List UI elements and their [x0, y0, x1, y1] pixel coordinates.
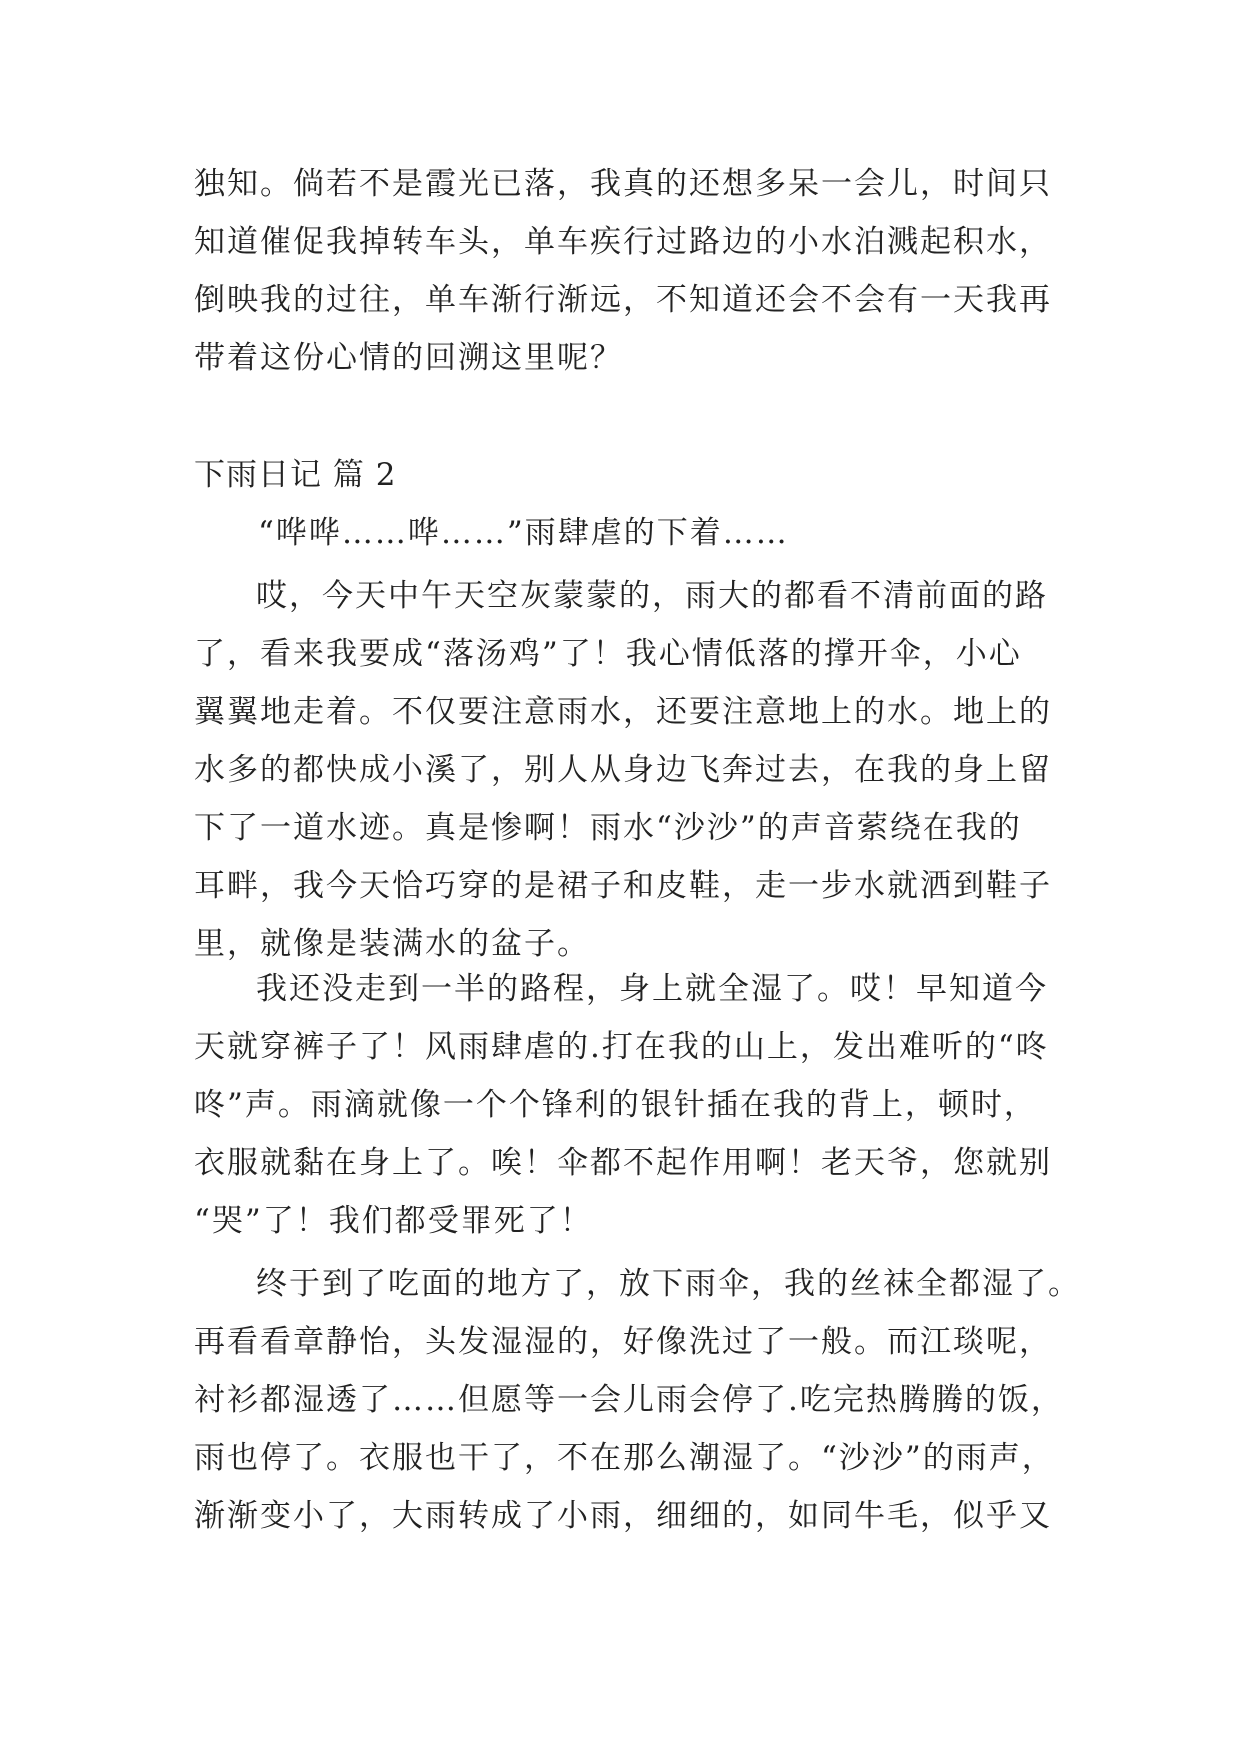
text-line: 独知。倘若不是霞光已落，我真的还想多呆一会儿，时间只	[194, 166, 1052, 202]
text-line: 再看看章静怡，头发湿湿的，好像洗过了一般。而江琰呢，	[194, 1324, 1052, 1360]
paragraph-rain-sound	[194, 504, 1074, 562]
intro-paragraph	[194, 155, 1074, 387]
text-line: 哎，今天中午天空灰蒙蒙的，雨大的都看不清前面的路	[256, 578, 1048, 614]
text-line: 翼翼地走着。不仅要注意雨水，还要注意地上的水。地上的	[194, 694, 1052, 730]
text-line: 咚”声。雨滴就像一个个锋利的银针插在我的背上，顿时，	[194, 1087, 1037, 1123]
text-line: 终于到了吃面的地方了，放下雨伞，我的丝袜全都湿了。	[256, 1266, 1081, 1302]
text-line: 水多的都快成小溪了，别人从身边飞奔过去，在我的身上留	[194, 752, 1052, 788]
text-line: 衬衫都湿透了……但愿等一会儿雨会停了.吃完热腾腾的饭，	[194, 1382, 1064, 1418]
text-line: 里，就像是装满水的盆子。	[194, 926, 590, 962]
text-line: 雨也停了。衣服也干了，不在那么潮湿了。“沙沙”的雨声，	[194, 1440, 1055, 1476]
text-line: 渐渐变小了，大雨转成了小雨，细细的，如同牛毛，似乎又	[194, 1498, 1052, 1534]
text-line: 我还没走到一半的路程，身上就全湿了。哎！早知道今	[256, 971, 1048, 1007]
text-line: 天就穿裤子了！风雨肆虐的.打在我的山上，发出难听的“咚	[194, 1029, 1049, 1065]
paragraph-noodle-shop	[194, 1255, 1081, 1545]
text-line: 下了一道水迹。真是惨啊！雨水“沙沙”的声音萦绕在我的	[194, 810, 1022, 846]
text-line: “哭”了！我们都受罪死了！	[194, 1203, 593, 1239]
section-title: 下雨日记 篇 2	[194, 457, 397, 493]
text-line: 知道催促我掉转车头，单车疾行过路边的小水泊溅起积水，	[194, 224, 1052, 260]
paragraph-noon-rain	[194, 567, 1074, 973]
paragraph-halfway	[194, 960, 1074, 1250]
text-line: “哗哗……哗……”雨肆虐的下着……	[258, 515, 789, 551]
text-line: 倒映我的过往，单车渐行渐远，不知道还会不会有一天我再	[194, 282, 1052, 318]
text-line: 了，看来我要成“落汤鸡”了！我心情低落的撑开伞，小心	[194, 636, 1022, 672]
text-line: 衣服就黏在身上了。唉！伞都不起作用啊！老天爷，您就别	[194, 1145, 1052, 1181]
text-line: 耳畔，我今天恰巧穿的是裙子和皮鞋，走一步水就洒到鞋子	[194, 868, 1052, 904]
text-line: 带着这份心情的回溯这里呢？	[194, 340, 623, 376]
